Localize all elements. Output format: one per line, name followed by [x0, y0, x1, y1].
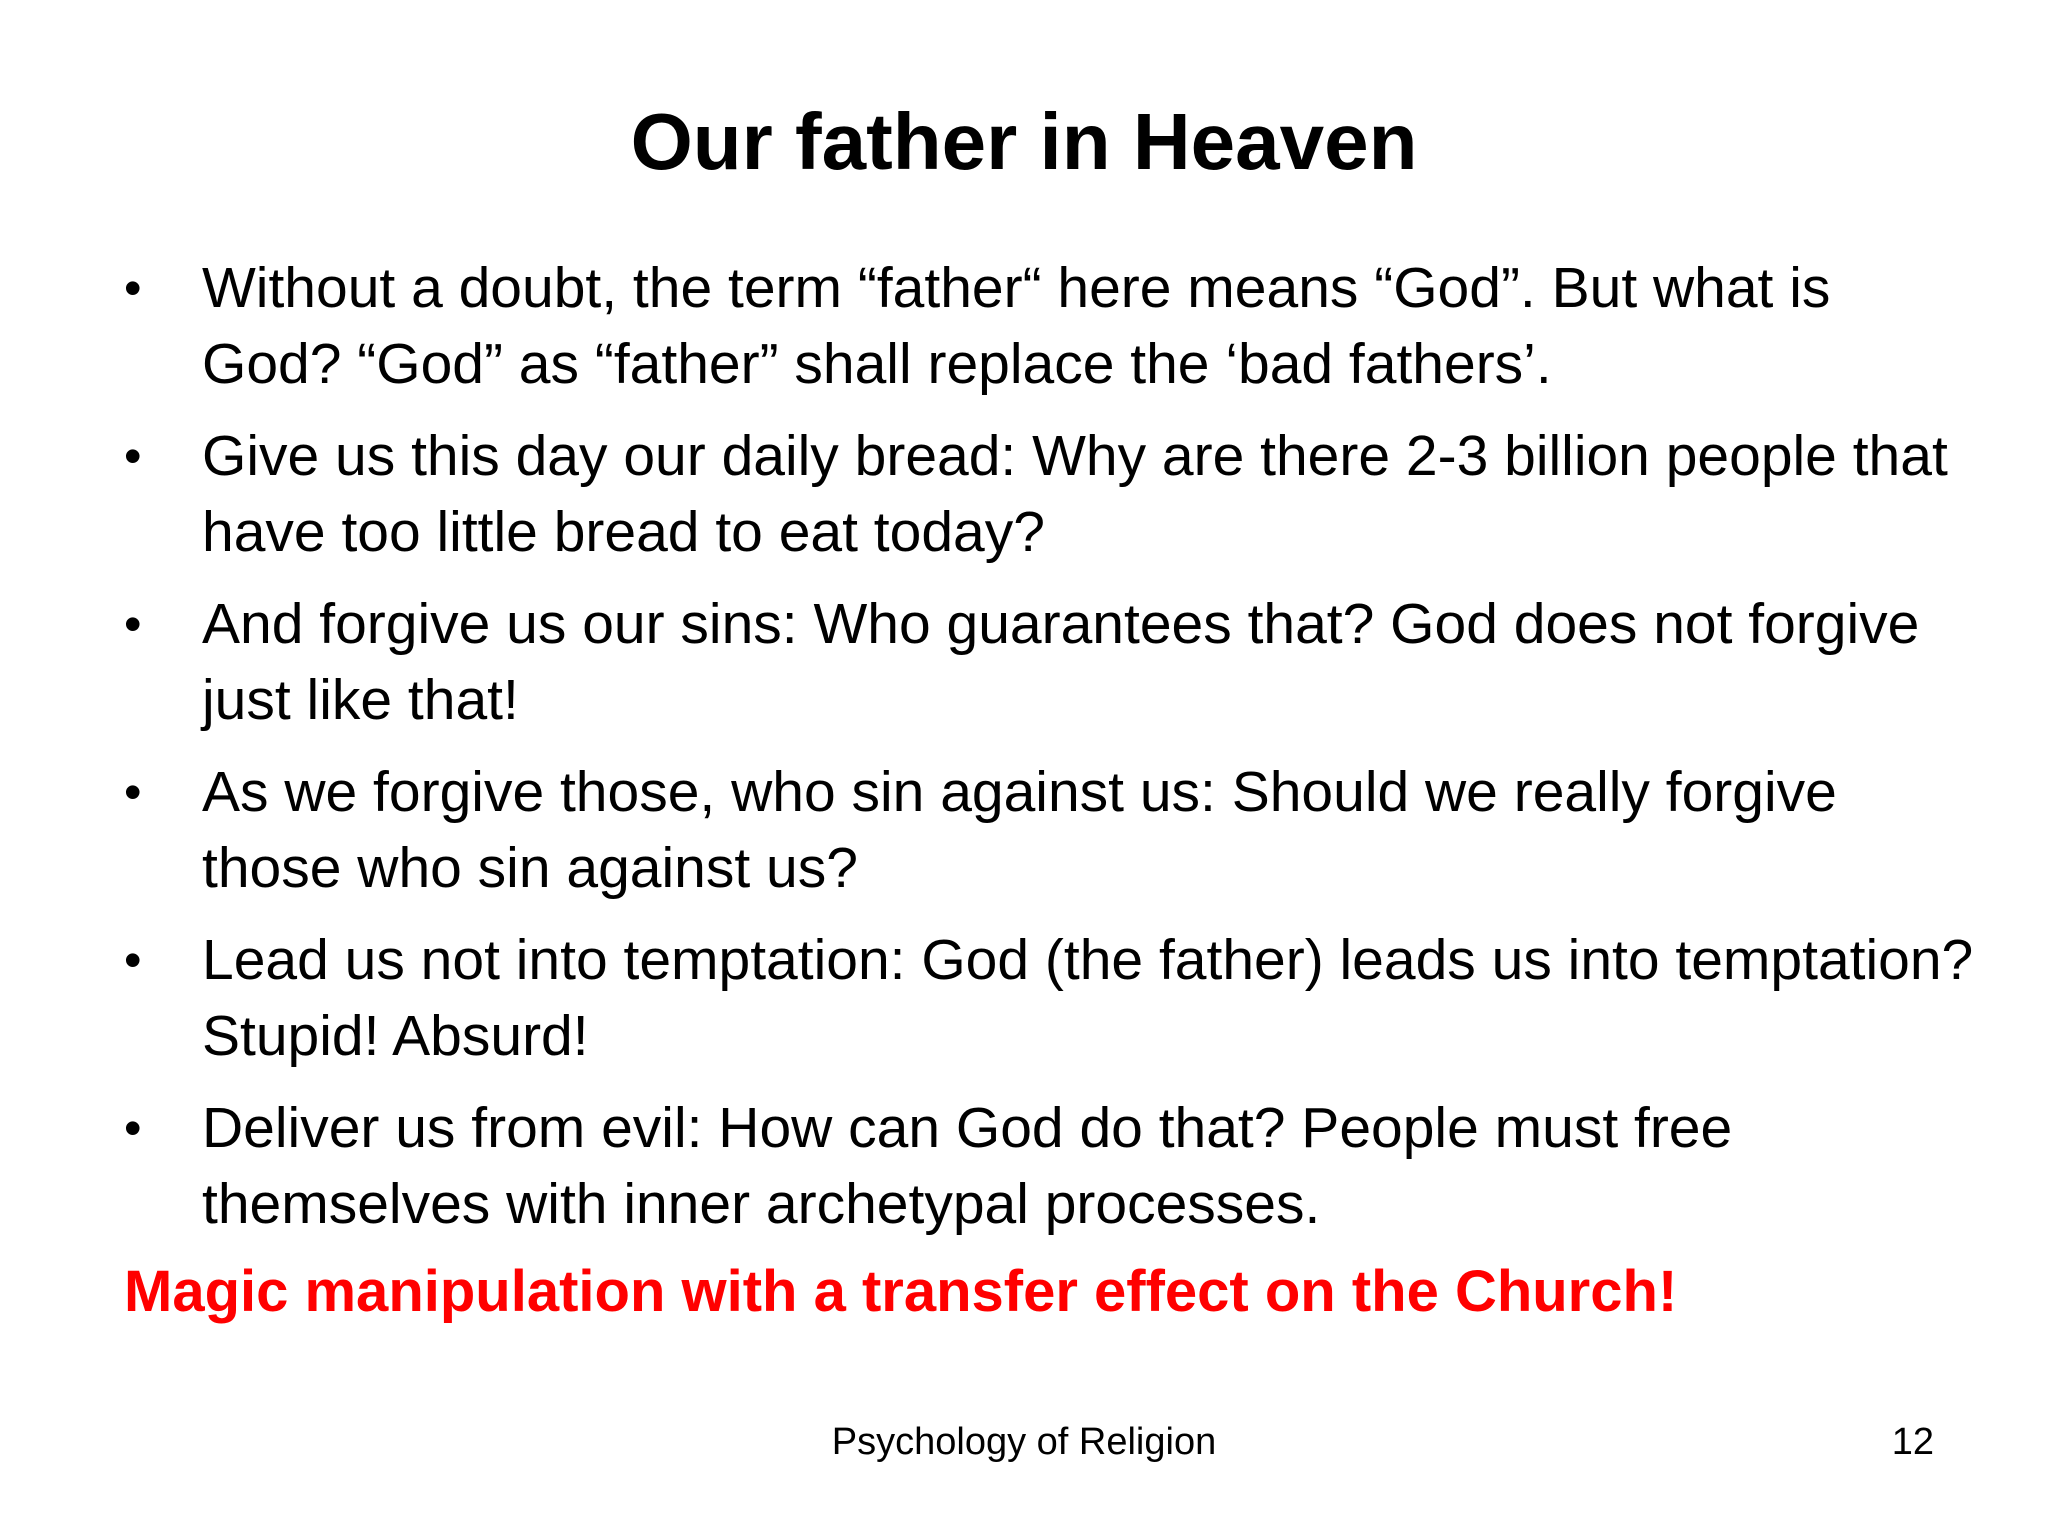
- bullet-text: As we forgive those, who sin against us: Should we really forgive those who sin against us?: [202, 760, 1837, 900]
- bullet-text: Lead us not into temptation: God (the father) leads us into temptation? Stupid! Absurd!: [202, 928, 1974, 1068]
- bullet-item: [124, 250, 1984, 402]
- slide-footer: Psychology of Religion: [831, 1421, 1217, 1463]
- bullet-item: [124, 754, 1984, 906]
- bullet-text: And forgive us our sins: Who guarantees that? God does not forgive just like that!: [202, 592, 1920, 732]
- bullet-icon: •: [124, 428, 142, 484]
- bullet-item: [124, 586, 1984, 738]
- bullet-text: Deliver us from evil: How can God do that? People must free themselves with inner archetypal processes.: [202, 1096, 1733, 1236]
- emphasis-statement: Magic manipulation with a transfer effect on the Church!: [124, 1259, 1678, 1324]
- bullet-icon: •: [124, 932, 142, 988]
- slide-title: Our father in Heaven: [630, 97, 1418, 186]
- bullet-text: Give us this day our daily bread: Why are there 2-3 billion people that have too little bread to eat today?: [202, 424, 1948, 564]
- bullet-item: [124, 922, 1984, 1074]
- bullet-item: [124, 1090, 1984, 1242]
- bullet-icon: •: [124, 596, 142, 652]
- bullet-item: [124, 418, 1984, 570]
- bullet-list: [124, 250, 1984, 1258]
- page-number: 12: [1891, 1421, 1934, 1463]
- bullet-icon: •: [124, 764, 142, 820]
- bullet-text: Without a doubt, the term “father“ here means “God”. But what is God? “God” as “father” shall replace the ‘bad fathers’.: [202, 256, 1831, 396]
- bullet-icon: •: [124, 260, 142, 316]
- bullet-icon: •: [124, 1100, 142, 1156]
